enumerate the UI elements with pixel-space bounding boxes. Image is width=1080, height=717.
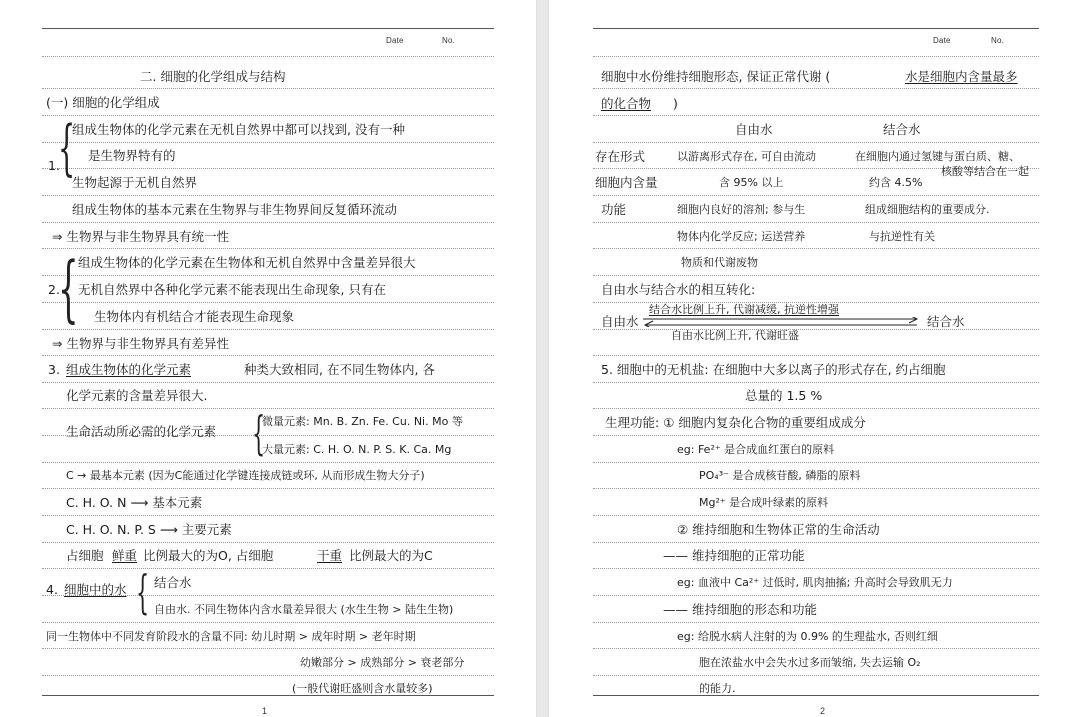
ruled-line (593, 622, 1039, 623)
ruled-line (42, 622, 494, 623)
ruled-line (42, 355, 494, 356)
ruled-line (42, 115, 494, 116)
ruled-line (42, 302, 494, 303)
ruled-line (593, 595, 1039, 596)
example-line: eg: 给脱水病人注射的为 0.9% 的生理盐水, 否则红细 (677, 630, 938, 643)
conversion-backward-label: 自由水比例上升, 代谢旺盛 (671, 329, 799, 342)
table-cell: 与抗逆性有关 (869, 230, 935, 243)
underlined-phrase: 组成生物体的化学元素 (66, 362, 192, 377)
ruled-line (42, 542, 494, 543)
bottom-rule (593, 695, 1039, 696)
example-line: PO₄³⁻ 是合成核苷酸, 磷脂的原料 (699, 469, 861, 482)
left-brace: { (58, 246, 79, 330)
ruled-line (593, 195, 1039, 196)
ruled-line (593, 435, 1039, 436)
note-line: ) (673, 96, 678, 111)
ruled-line (593, 222, 1039, 223)
ruled-line (42, 88, 494, 89)
header-rule (593, 28, 1039, 29)
ruled-line (593, 648, 1039, 649)
note-line: 自由水与结合水的相互转化: (601, 282, 756, 297)
ruled-line (593, 382, 1039, 383)
note-line: 化学元素的含量差异很大. (66, 388, 208, 403)
ruled-line (42, 275, 494, 276)
conversion-left: 自由水 (601, 314, 639, 329)
note-line: 生理功能: ① 细胞内复杂化合物的重要组成成分 (605, 415, 866, 430)
ruled-line (593, 115, 1039, 116)
conversion-forward-label: 结合水比例上升, 代谢减缓, 抗逆性增强 (649, 303, 839, 316)
subsection-heading: (一) 细胞的化学组成 (46, 95, 160, 110)
ruled-line (593, 142, 1039, 143)
ruled-line (42, 648, 494, 649)
table-row-label: 功能 (601, 202, 627, 217)
underlined-phrase: 的化合物 (601, 96, 652, 111)
ruled-line (42, 408, 494, 409)
note-line: 生物体内有机结合才能表现生命现象 (94, 309, 295, 324)
table-cell: 以游离形式存在, 可自由流动 (677, 150, 816, 163)
example-line: eg: Fe²⁺ 是合成血红蛋白的原料 (677, 443, 835, 456)
note-line: C. H. O. N ⟶ 基本元素 (66, 495, 203, 510)
ruled-line (593, 488, 1039, 489)
note-line: 比例最大的为O, 占细胞 (143, 548, 274, 563)
notebook-page-2 (549, 0, 1080, 717)
ruled-line (42, 195, 494, 196)
note-line: 结合水 (154, 575, 192, 590)
note-line: 生命活动所必需的化学元素 (66, 424, 217, 439)
ruled-line (593, 248, 1039, 249)
ruled-line (42, 329, 494, 330)
conclusion-line: ⇒ 生物界与非生物界具有差异性 (52, 336, 229, 351)
ruled-line (42, 675, 494, 676)
section-title: 二. 细胞的化学组成与结构 (140, 69, 286, 84)
page-number: 1 (262, 706, 268, 716)
page-number: 2 (820, 706, 826, 716)
item-number: 1. (48, 158, 60, 173)
trace-elements: 微量元素: Mn. B. Zn. Fe. Cu. Ni. Mo 等 (262, 415, 463, 428)
left-brace: { (58, 113, 76, 183)
note-line: 幼嫩部分 > 成熟部分 > 衰老部分 (300, 656, 465, 669)
ruled-line (593, 515, 1039, 516)
note-line: 自由水. 不同生物体内含水量差异很大 (水生生物 > 陆生生物) (154, 603, 454, 616)
note-line: 5. 细胞中的无机盐: 在细胞中大多以离子的形式存在, 约占细胞 (601, 362, 946, 377)
item-number: 3. (48, 362, 60, 377)
ruled-line (42, 488, 494, 489)
ruled-line (593, 56, 1039, 57)
ruled-line (42, 248, 494, 249)
note-line: ② 维持细胞和生物体正常的生命活动 (677, 522, 880, 537)
table-header-bound-water: 结合水 (883, 122, 921, 137)
note-line: 组成生物体的化学元素在无机自然界中都可以找到, 没有一种 (72, 122, 405, 137)
example-line: 的能力. (699, 682, 736, 695)
ruled-line (593, 275, 1039, 276)
ruled-line (42, 382, 494, 383)
conversion-arrows (641, 317, 921, 327)
table-row-label: 存在形式 (595, 149, 646, 164)
ruled-line (42, 222, 494, 223)
note-line: —— 维持细胞的形态和功能 (663, 602, 817, 617)
ruled-line (42, 168, 494, 169)
table-cell: 含 95% 以上 (719, 176, 784, 189)
table-cell: 组成细胞结构的重要成分. (865, 203, 990, 216)
ruled-line (593, 675, 1039, 676)
example-line: eg: 血液中 Ca²⁺ 过低时, 肌肉抽搐; 升高时会导致肌无力 (677, 576, 953, 589)
table-cell: 细胞内良好的溶剂; 参与生 (677, 203, 806, 216)
left-brace: { (252, 406, 266, 460)
note-line: 总量的 1.5 % (745, 388, 823, 403)
note-line: C → 最基本元素 (因为C能通过化学键连接成链或环, 从而形成生物大分子) (66, 469, 425, 482)
conclusion-line: ⇒ 生物界与非生物界具有统一性 (52, 229, 229, 244)
conversion-right: 结合水 (927, 314, 965, 329)
ruled-line (42, 56, 494, 57)
table-cell: 在细胞内通过氢键与蛋白质、糖、 (855, 150, 1020, 163)
ruled-line (593, 408, 1039, 409)
table-header-free-water: 自由水 (735, 122, 773, 137)
underlined-phrase: 干重 (317, 548, 343, 563)
header-no-label: No. (442, 36, 456, 45)
note-line: 同一生物体中不同发育阶段水的含量不同: 幼儿时期 > 成年时期 > 老年时期 (46, 630, 416, 643)
ruled-line (593, 568, 1039, 569)
header-no-label: No. (991, 36, 1005, 45)
ruled-line (593, 355, 1039, 356)
table-cell: 物体内化学反应; 运送营养 (677, 230, 806, 243)
underlined-phrase: 鲜重 (112, 548, 138, 563)
macro-elements: 大量元素: C. H. O. N. P. S. K. Ca. Mg (262, 443, 452, 456)
note-line: C. H. O. N. P. S ⟶ 主要元素 (66, 522, 232, 537)
note-line: 是生物界特有的 (88, 148, 176, 163)
note-line: 生物起源于无机自然界 (72, 175, 198, 190)
note-line: 无机自然界中各种化学元素不能表现出生命现象, 只有在 (78, 282, 386, 297)
ruled-line (42, 568, 494, 569)
example-line: 胞在浓盐水中会失水过多而皱缩, 失去运输 O₂ (699, 656, 921, 669)
note-line: 细胞中水份维持细胞形态, 保证正常代谢 ( (601, 69, 831, 84)
note-line: 种类大致相同, 在不同生物体内, 各 (244, 362, 435, 377)
ruled-line (593, 329, 1039, 330)
ruled-line (42, 462, 494, 463)
ruled-line (42, 515, 494, 516)
note-line: (一般代谢旺盛则含水量较多) (292, 682, 433, 695)
ruled-line (42, 142, 494, 143)
header-date-label: Date (386, 36, 404, 45)
note-line: 比例最大的为C (349, 548, 433, 563)
note-line: 组成生物体的基本元素在生物界与非生物界间反复循环流动 (72, 202, 398, 217)
ruled-line (593, 542, 1039, 543)
table-cell: 约含 4.5% (869, 176, 923, 189)
note-line: 占细胞 (66, 548, 104, 563)
note-line: 组成生物体的化学元素在生物体和无机自然界中含量差异很大 (78, 255, 416, 270)
example-line: Mg²⁺ 是合成叶绿素的原料 (699, 496, 829, 509)
ruled-line (593, 88, 1039, 89)
notebook-page-1 (0, 0, 536, 717)
header-rule (42, 28, 494, 29)
note-line: —— 维持细胞的正常功能 (663, 548, 805, 563)
table-cell: 物质和代谢废物 (681, 256, 758, 269)
table-row-label: 细胞内含量 (595, 175, 658, 190)
item-number: 4. (46, 582, 58, 597)
table-cell: 核酸等结合在一起 (941, 165, 1029, 178)
item-number: 2. (48, 282, 60, 297)
underlined-phrase: 水是细胞内含量最多 (905, 69, 1018, 84)
header-date-label: Date (933, 36, 951, 45)
underlined-phrase: 细胞中的水 (64, 582, 127, 597)
left-brace: { (136, 565, 150, 619)
ruled-line (593, 462, 1039, 463)
